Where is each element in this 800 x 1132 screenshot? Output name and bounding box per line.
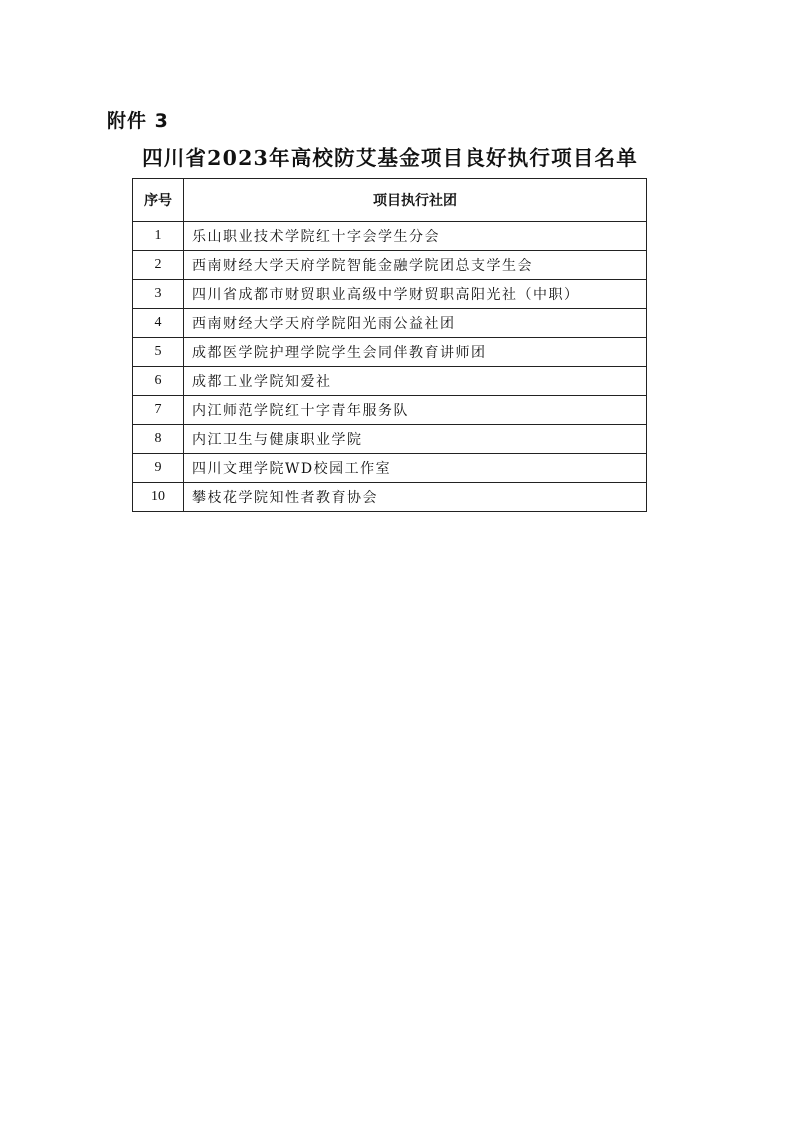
row-club-name: 四川文理学院WD校园工作室	[184, 454, 647, 483]
row-number: 6	[133, 367, 184, 396]
row-number: 7	[133, 396, 184, 425]
table-row	[133, 367, 647, 396]
row-number: 9	[133, 454, 184, 483]
table-row	[133, 309, 647, 338]
row-club-name: 乐山职业技术学院红十字会学生分会	[184, 222, 647, 251]
row-club-name: 内江卫生与健康职业学院	[184, 425, 647, 454]
table-row	[133, 396, 647, 425]
table-row	[133, 251, 647, 280]
row-club-name: 成都医学院护理学院学生会同伴教育讲师团	[184, 338, 647, 367]
row-club-name: 西南财经大学天府学院智能金融学院团总支学生会	[184, 251, 647, 280]
row-number: 3	[133, 280, 184, 309]
row-club-name: 内江师范学院红十字青年服务队	[184, 396, 647, 425]
header-project-club: 项目执行社团	[184, 179, 647, 222]
row-club-name: 四川省成都市财贸职业高级中学财贸职高阳光社（中职）	[184, 280, 647, 309]
row-number: 1	[133, 222, 184, 251]
table-header-row	[133, 179, 647, 222]
table-row	[133, 483, 647, 512]
row-number: 10	[133, 483, 184, 512]
row-club-name: 西南财经大学天府学院阳光雨公益社团	[184, 309, 647, 338]
project-table	[132, 178, 647, 512]
row-number: 5	[133, 338, 184, 367]
table-row	[133, 280, 647, 309]
row-number: 8	[133, 425, 184, 454]
attachment-label: 附件 3	[107, 110, 169, 132]
table-row	[133, 425, 647, 454]
row-number: 4	[133, 309, 184, 338]
table-row	[133, 222, 647, 251]
table-row	[133, 454, 647, 483]
document-title: 四川省2023年高校防艾基金项目良好执行项目名单	[142, 146, 638, 170]
row-number: 2	[133, 251, 184, 280]
header-serial-number: 序号	[133, 179, 184, 222]
row-club-name: 成都工业学院知爱社	[184, 367, 647, 396]
row-club-name: 攀枝花学院知性者教育协会	[184, 483, 647, 512]
table-row	[133, 338, 647, 367]
